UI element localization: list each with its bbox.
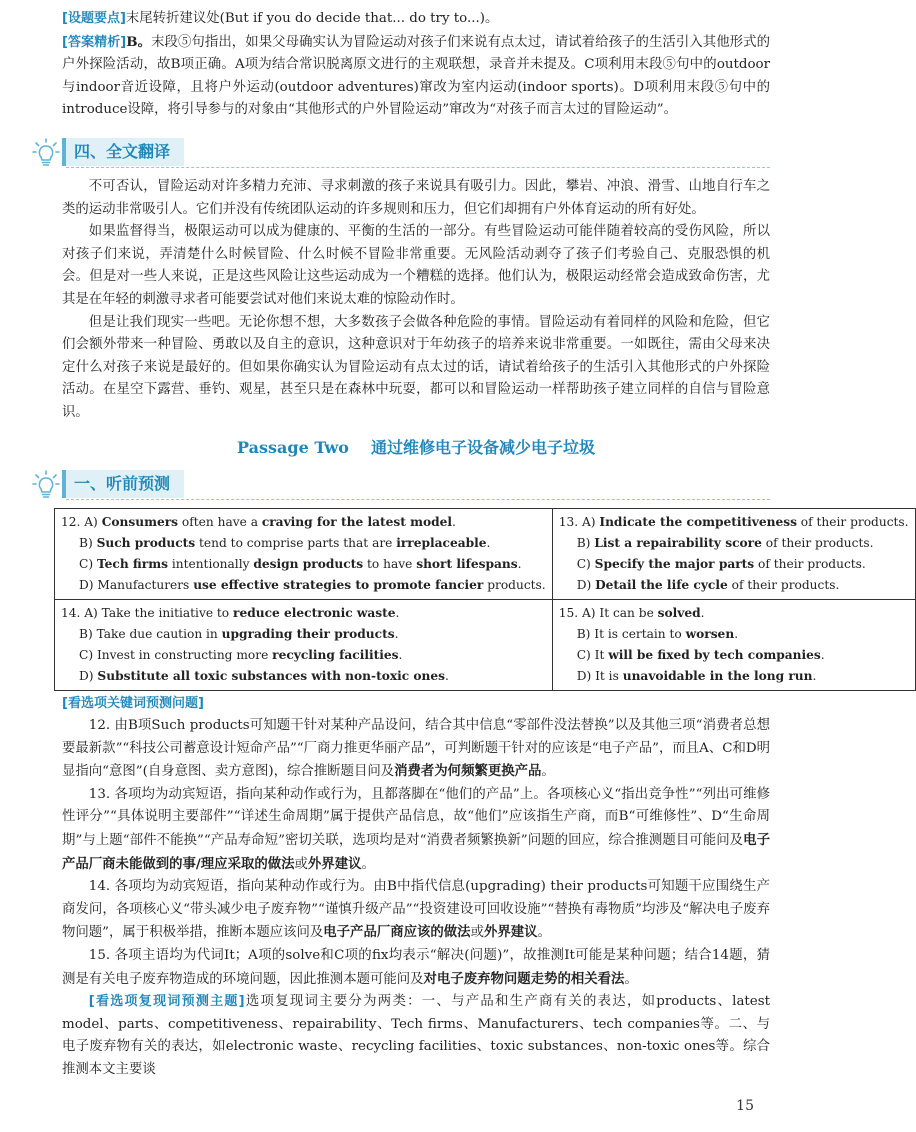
option-12d: D) Manufacturers use effective strategies to promote fancier products. bbox=[79, 577, 546, 592]
passage-title-en: Passage Two bbox=[237, 437, 349, 457]
option-12a: 12. A) Consumers often have a craving for the latest model. bbox=[61, 514, 456, 529]
option-15c: C) It will be fixed by tech companies. bbox=[576, 647, 825, 662]
option-14a: 14. A) Take the initiative to reduce electronic waste. bbox=[61, 605, 400, 620]
option-14c: C) Invest in constructing more recycling facilities. bbox=[79, 647, 403, 662]
page-number: 15 bbox=[736, 1098, 754, 1114]
question-12-options bbox=[55, 508, 553, 599]
analysis-paragraph-15: 15. 各项主语均为代词It；A项的solve和C项的fix均表示“解决(问题)”，故推测It可能是某种问题；结合14题，猜测是有关电子废弃物造成的环境问题，因此推测本题可能问及对电子废弃物问题走势的相关看法。 bbox=[62, 948, 770, 987]
analysis-paragraph-13: 13. 各项均为动宾短语，指向某种动作或行为，且都落脚在“他们的产品”上。各项核心义“指出竞争性”“列出可维修性评分”“具体说明主要部件”“详述生命周期”属于提供产品信息，故“他们”应该指生产商，而B“可维修性”、D“生命周期”与上题“部件不能换”“产品寿命短”密切关联，选项均是对“消费者频繁换新”问题的回应，综合推测题目可能问及电子产品厂商未能做到的事/理应采取的做法或外界建议。 bbox=[62, 786, 770, 872]
answer-letter: B。 bbox=[126, 33, 152, 50]
option-13d: D) Detail the life cycle of their products. bbox=[576, 577, 840, 592]
translation-paragraph: 如果监督得当，极限运动可以成为健康的、平衡的生活的一部分。有些冒险运动可能伴随着较高的受伤风险，所以对孩子们来说，弄清楚什么时候冒险、什么时候不冒险非常重要。无风险活动剥夺了孩子们考验自己、克服恐惧的机会。但是对一些人来说，正是这些风险让这些运动成为一个糟糕的选择。他们认为，极限运动经常会造成致命伤害，尤其是在年轻的刺激寻求者可能要尝试对他们来说太难的惊险动作时。 bbox=[62, 224, 770, 307]
page bbox=[61, 8, 909, 1082]
analysis-paragraph-12: 12. 由B项Such products可知题干针对某种产品设问，结合其中信息“零部件没法替换”以及其他三项“消费者总想要最新款”“科技公司蓄意设计短命产品”“厂商力推更华丽产品”，可判断题干针对的应该是“电子产品”，而且A、C和D明显指向“意图”(自身意图、卖方意图)，综合推断题目问及消费者为何频繁更换产品。 bbox=[62, 718, 770, 780]
answer-tag: [答案精析] bbox=[62, 34, 127, 50]
tip-line bbox=[62, 8, 770, 31]
option-13b: B) List a repairability score of their products. bbox=[576, 535, 874, 550]
option-15d: D) It is unavoidable in the long run. bbox=[576, 668, 817, 683]
translation-paragraph: 不可否认，冒险运动对许多精力充沛、寻求刺激的孩子来说具有吸引力。因此，攀岩、冲浪、滑雪、山地自行车之类的运动非常吸引人。它们并没有传统团队运动的许多规则和压力，但它们却拥有户外体育运动的所有好处。 bbox=[62, 178, 770, 217]
question-13-options bbox=[552, 508, 915, 599]
section-title: 一、听前预测 bbox=[62, 470, 184, 498]
option-12c: C) Tech firms intentionally design products to have short lifespans. bbox=[79, 556, 522, 571]
section-heading-translation bbox=[32, 132, 770, 172]
option-14b: B) Take due caution in upgrading their products. bbox=[79, 626, 399, 641]
passage-title-zh: 通过维修电子设备减少电子垃圾 bbox=[370, 437, 595, 457]
translation-paragraph: 但是让我们现实一些吧。无论你想不想，大多数孩子会做各种危险的事情。冒险运动有着同样的风险和危险，但它们会额外带来一种冒险、勇敢以及自主的意识，这种意识对于年幼孩子的培养来说非常重要。一如既往，需由父母来决定什么对孩子来说是最好的。但如果你确实认为冒险运动有点太过的话，请试着给孩子的生活引入其他形式的户外探险活动。在星空下露营、垂钓、观星，甚至只是在森林中玩耍，都可以和冒险运动一样帮助孩子建立同样的自信与冒险意识。 bbox=[62, 314, 770, 420]
lightbulb-icon bbox=[32, 469, 60, 499]
option-13c: C) Specify the major parts of their products. bbox=[576, 556, 866, 571]
section-title: 四、全文翻译 bbox=[62, 138, 184, 166]
passage-title bbox=[62, 435, 770, 458]
option-15a: 15. A) It can be solved. bbox=[558, 605, 705, 620]
analysis-paragraph-topic: [看选项复现词预测主题]选项复现词主要分为两类：一、与产品和生产商有关的表达，如products、latest model、parts、competitiveness、repairability、Tech firms、Manufacturers、tech companies等。二、与电子废弃物有关的表达，如electronic waste、recycling facilities、toxic substances、non-toxic ones等。综合推测本文主要谈 bbox=[62, 994, 770, 1077]
tip-text: 末尾转折建议处(But if you do decide that... do try to...)。 bbox=[125, 11, 499, 26]
answer-analysis bbox=[62, 31, 770, 122]
option-12b: B) Such products tend to comprise parts that are irreplaceable. bbox=[79, 535, 491, 550]
question-14-options bbox=[55, 599, 553, 690]
analysis-paragraph-14: 14. 各项均为动宾短语，指向某种动作或行为。由B中指代信息(upgrading) their products可知题干应围绕生产商发问，各项核心义“带头减少电子废弃物”“谨慎升级产品”“投资建设可回收设施”“替换有毒物质”均涉及“解决电子废弃物问题”，属于积极举措，推断本题应该问及电子产品厂商应该的做法或外界建议。 bbox=[62, 879, 770, 941]
analysis-tag: [看选项关键词预测问题] bbox=[62, 695, 204, 711]
tip-tag: [设题要点] bbox=[62, 11, 126, 26]
answer-text: 末段⑤句指出，如果父母确实认为冒险运动对孩子们来说有点太过，请试着给孩子的生活引入其他形式的户外探险活动，故B项正确。A项为结合常识脱离原文进行的主观联想，录音并未提及。C项利用末段⑤句中的outdoor与indoor音近设障，且将户外运动(outdoor adventures)窜改为室内运动(indoor sports)。D项利用末段⑤句中的introduce设障，将引导参与的对象由“其他形式的户外冒险运动”窜改为“对孩子而言太过的冒险运动”。 bbox=[62, 34, 770, 118]
lightbulb-icon bbox=[32, 137, 60, 167]
option-13a: 13. A) Indicate the competitiveness of their products. bbox=[558, 514, 909, 529]
section-heading-prediction bbox=[32, 464, 770, 504]
section-divider bbox=[66, 499, 770, 500]
options-table bbox=[54, 508, 916, 691]
question-15-options bbox=[552, 599, 915, 690]
option-15b: B) It is certain to worsen. bbox=[576, 626, 739, 641]
section-divider bbox=[66, 167, 770, 168]
option-14d: D) Substitute all toxic substances with non-toxic ones. bbox=[79, 668, 449, 683]
